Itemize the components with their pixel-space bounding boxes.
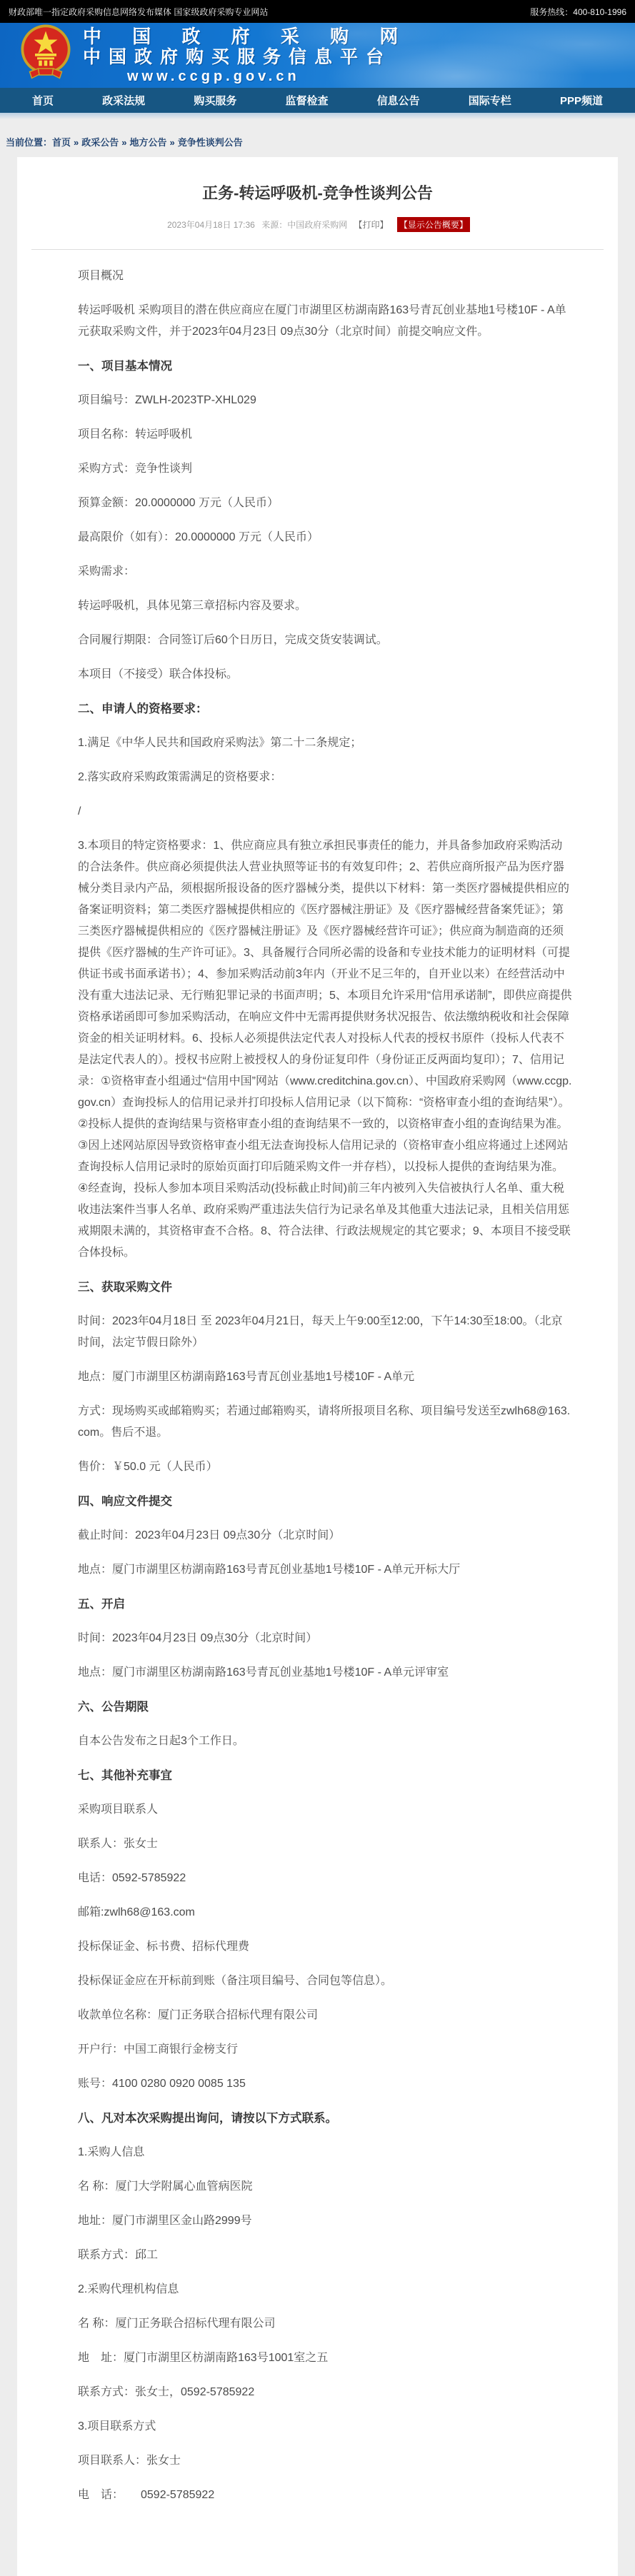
article-paragraph: / [78,805,81,817]
show-summary-badge[interactable]: 【显示公告概要】 [397,217,470,232]
article-paragraph: 转运呼吸机 采购项目的潜在供应商应在厦门市湖里区枋湖南路163号青瓦创业基地1号楼10F - A单元获取采购文件，并于2023年04月23日 09点30分（北京时间）前提交响应文件。 [78,304,566,338]
section-heading: 八、凡对本次采购提出询问，请按以下方式联系。 [78,2112,337,2125]
article-source: 来源：中国政府采购网 [261,220,348,230]
breadcrumb-link[interactable]: 首页 [52,137,71,148]
service-hotline: 服务热线：400-810-1996 [530,6,626,17]
site-slogan: 财政部唯一指定政府采购信息网络发布媒体 国家级政府采购专业网站 [9,6,269,17]
top-utility-bar [0,0,635,23]
article-paragraph: 时间：2023年04月18日 至 2023年04月21日，每天上午9:00至12:00，下午14:30至18:00。（北京时间，法定节假日除外） [78,1315,563,1349]
site-subtitle: 中国政府购买服务信息平台 [83,47,392,67]
page-title: 正务-转运呼吸机-竞争性谈判公告 [202,184,433,202]
nav-item-ppp-channel[interactable]: PPP频道 [559,95,603,107]
article-paragraph: 收款单位名称：厦门正务联合招标代理有限公司 [78,2009,319,2021]
article-paragraph: 采购方式：竞争性谈判 [78,463,193,475]
article-paragraph: 自本公告发布之日起3个工作日。 [78,1735,244,1747]
article-meta [31,217,604,232]
breadcrumb-separator: » [121,137,127,148]
article-paragraph: 截止时间：2023年04月23日 09点30分（北京时间） [78,1529,341,1541]
article-paragraph: 项目联系人：张女士 [78,2455,181,2467]
article-paragraph: 地 址：厦门市湖里区枋湖南路163号1001室之五 [78,2352,329,2364]
article-paragraph: 本项目（不接受）联合体投标。 [78,668,239,680]
article-paragraph: 3.本项目的特定资格要求：1、供应商应具有独立承担民事责任的能力，并具备参加政府采购活动的合法条件。供应商必须提供法人营业执照等证书的有效复印件；2、若供应商所报产品为医疗器械分类目录内产品，须根据所报设备的医疗器械分类，提供以下材料：第一类医疗器械提供相应的备案证明资料；第二类医疗器械提供相应的《医疗器械注册证》及《医疗器械经营备案凭证》；第三类医疗器械提供相应的《医疗器械注册证》及《医疗器械经营许可证》；供应商为制造商的还须提供《医疗器械的生产许可证》。3、具备履行合同所必需的设备和专业技术能力的证明材料（可提供证书或书面承诺书）；4、参加采购活动前3年内（开业不足三年的，自开业以来）在经营活动中没有重大违法记录、无行贿犯罪记录的书面声明；5、本项目允许采用“信用承诺制”，即供应商提供资格承诺函即可参加采购活动，在响应文件中无需再提供财务状况报告、依法缴纳税收和社会保障资金的相关证明材料。6、投标人必须提供法定代表人对投标人代表的授权书原件（投标人代表不是法定代表人的）。授权书应附上被授权人的身份证复印件（身份证正反两面均复印）；7、信用记录：①资格审查小组通过“信用中国”网站（www.creditchina.gov.cn）、中国政府采购网（www.ccgp.gov.cn）查询投标人的信用记录并打印投标人信用记录（以下简称：“资格审查小组的查询结果”）。②投标人提供的查询结果与资格审查小组的查询结果不一致的，以资格审查小组的查询结果为准。③因上述网站原因导致资格审查小组无法查询投标人信用记录的（资格审查小组应将通过上述网站查询投标人信用记录时的原始页面打印后随采购文件一并存档），以投标人提供的查询结果为准。④经查询，投标人参加本项目采购活动(投标截止时间)前三年内被列入失信被执行人名单、重大税收违法案件当事人名单、政府采购严重违法失信行为记录名单及其他重大违法记录，且相关信用惩戒期限未满的，其资格审查不合格。8、符合法律、行政法规规定的其它要求；9、本项目不接受联合体投标。 [78,840,572,1259]
article-paragraph: 1.满足《中华人民共和国政府采购法》第二十二条规定； [78,737,362,749]
article-paragraph: 2.采购代理机构信息 [78,2283,179,2295]
breadcrumb-prefix: 当前位置： [6,137,53,148]
section-heading: 一、项目基本情况 [78,360,172,373]
article-paragraph: 地址：厦门市湖里区金山路2999号 [78,2215,252,2227]
article-paragraph: 时间：2023年04月23日 09点30分（北京时间） [78,1632,318,1644]
nav-item-home[interactable]: 首页 [32,95,54,107]
article-paragraph: 名 称：厦门大学附属心血管病医院 [78,2180,253,2193]
article-paragraph: 方式：现场购买或邮箱购买；若通过邮箱购买，请将所报项目名称、项目编号发送至zwlh68@163.com。售后不退。 [78,1405,571,1439]
article-paragraph: 采购需求： [78,565,136,578]
section-heading: 二、申请人的资格要求： [78,703,208,715]
site-banner [0,23,635,88]
breadcrumb [0,119,635,157]
article-paragraph: 名 称：厦门正务联合招标代理有限公司 [78,2318,276,2330]
article-paragraph: 电话：0592-5785922 [78,1872,186,1884]
article-paragraph: 联系方式：张女士，0592-5785922 [78,2386,255,2398]
breadcrumb-link[interactable]: 地方公告 [129,137,167,148]
article-paragraph: 地点：厦门市湖里区枋湖南路163号青瓦创业基地1号楼10F - A单元评审室 [78,1666,449,1679]
article-body [31,266,604,2506]
article-paragraph: 账号：4100 0280 0920 0085 135 [78,2078,246,2090]
site-url: www.ccgp.gov.cn [127,69,300,84]
breadcrumb-separator: » [74,137,79,148]
article-paragraph: 项目名称：转运呼吸机 [78,428,193,441]
title-divider [31,249,604,250]
site-name: 中 国 政 府 采 购 网 [83,26,411,47]
article-paragraph: 转运呼吸机，具体见第三章招标内容及要求。 [78,600,307,612]
article-paragraph: 投标保证金应在开标前到账（备注项目编号、合同包等信息）。 [78,1975,393,1987]
section-heading: 四、响应文件提交 [78,1495,172,1508]
article-paragraph: 1.采购人信息 [78,2146,145,2158]
breadcrumb-links [52,137,243,148]
nav-item-international[interactable]: 国际专栏 [468,95,511,107]
article-paragraph: 预算金额：20.0000000 万元（人民币） [78,497,279,509]
article-paragraph: 采购项目联系人 [78,1803,159,1816]
article-paragraph: 邮箱:zwlh68@163.com [78,1906,195,1918]
site-title-block [83,26,411,85]
section-heading: 七、其他补充事宜 [78,1769,172,1782]
article-paragraph: 项目概况 [78,270,124,282]
nav-item-announcements[interactable]: 信息公告 [376,95,420,107]
announcement-card [17,157,618,2576]
article-paragraph: 合同履行期限：合同签订后60个日历日，完成交货安装调试。 [78,634,388,646]
main-nav [0,88,635,113]
national-emblem-icon [19,24,73,87]
article-paragraph: 3.项目联系方式 [78,2420,156,2432]
article-paragraph: 地点：厦门市湖里区枋湖南路163号青瓦创业基地1号楼10F - A单元开标大厅 [78,1564,461,1576]
nav-item-supervision[interactable]: 监督检查 [285,95,329,107]
article-paragraph: 联系人：张女士 [78,1838,159,1850]
print-button[interactable]: 【打印】 [354,220,389,230]
breadcrumb-link[interactable]: 竞争性谈判公告 [177,137,243,148]
article-paragraph: 最高限价（如有）：20.0000000 万元（人民币） [78,531,319,543]
article-paragraph: 2.落实政府采购政策需满足的资格要求： [78,771,282,783]
article-paragraph: 售价：￥50.0 元（人民币） [78,1461,218,1473]
nav-shadow-divider [0,113,635,119]
publish-datetime: 2023年04月18日 17:36 [167,220,255,230]
article-paragraph: 投标保证金、标书费、招标代理费 [78,1941,250,1953]
article-paragraph: 联系方式：邱工 [78,2249,159,2261]
breadcrumb-link[interactable]: 政采公告 [81,137,119,148]
article-paragraph: 地点：厦门市湖里区枋湖南路163号青瓦创业基地1号楼10F - A单元 [78,1371,415,1383]
section-heading: 五、开启 [78,1598,125,1611]
article-paragraph: 电 话： 0592-5785922 [78,2489,215,2501]
breadcrumb-separator: » [169,137,175,148]
article-paragraph: 项目编号：ZWLH-2023TP-XHL029 [78,394,256,406]
nav-item-regulations[interactable]: 政采法规 [102,95,146,107]
article-paragraph: 开户行：中国工商银行金榜支行 [78,2043,239,2056]
section-heading: 三、获取采购文件 [78,1281,172,1294]
section-heading: 六、公告期限 [78,1701,149,1714]
nav-item-purchase-service[interactable]: 购买服务 [194,95,237,107]
site-logo-link[interactable] [0,24,411,87]
